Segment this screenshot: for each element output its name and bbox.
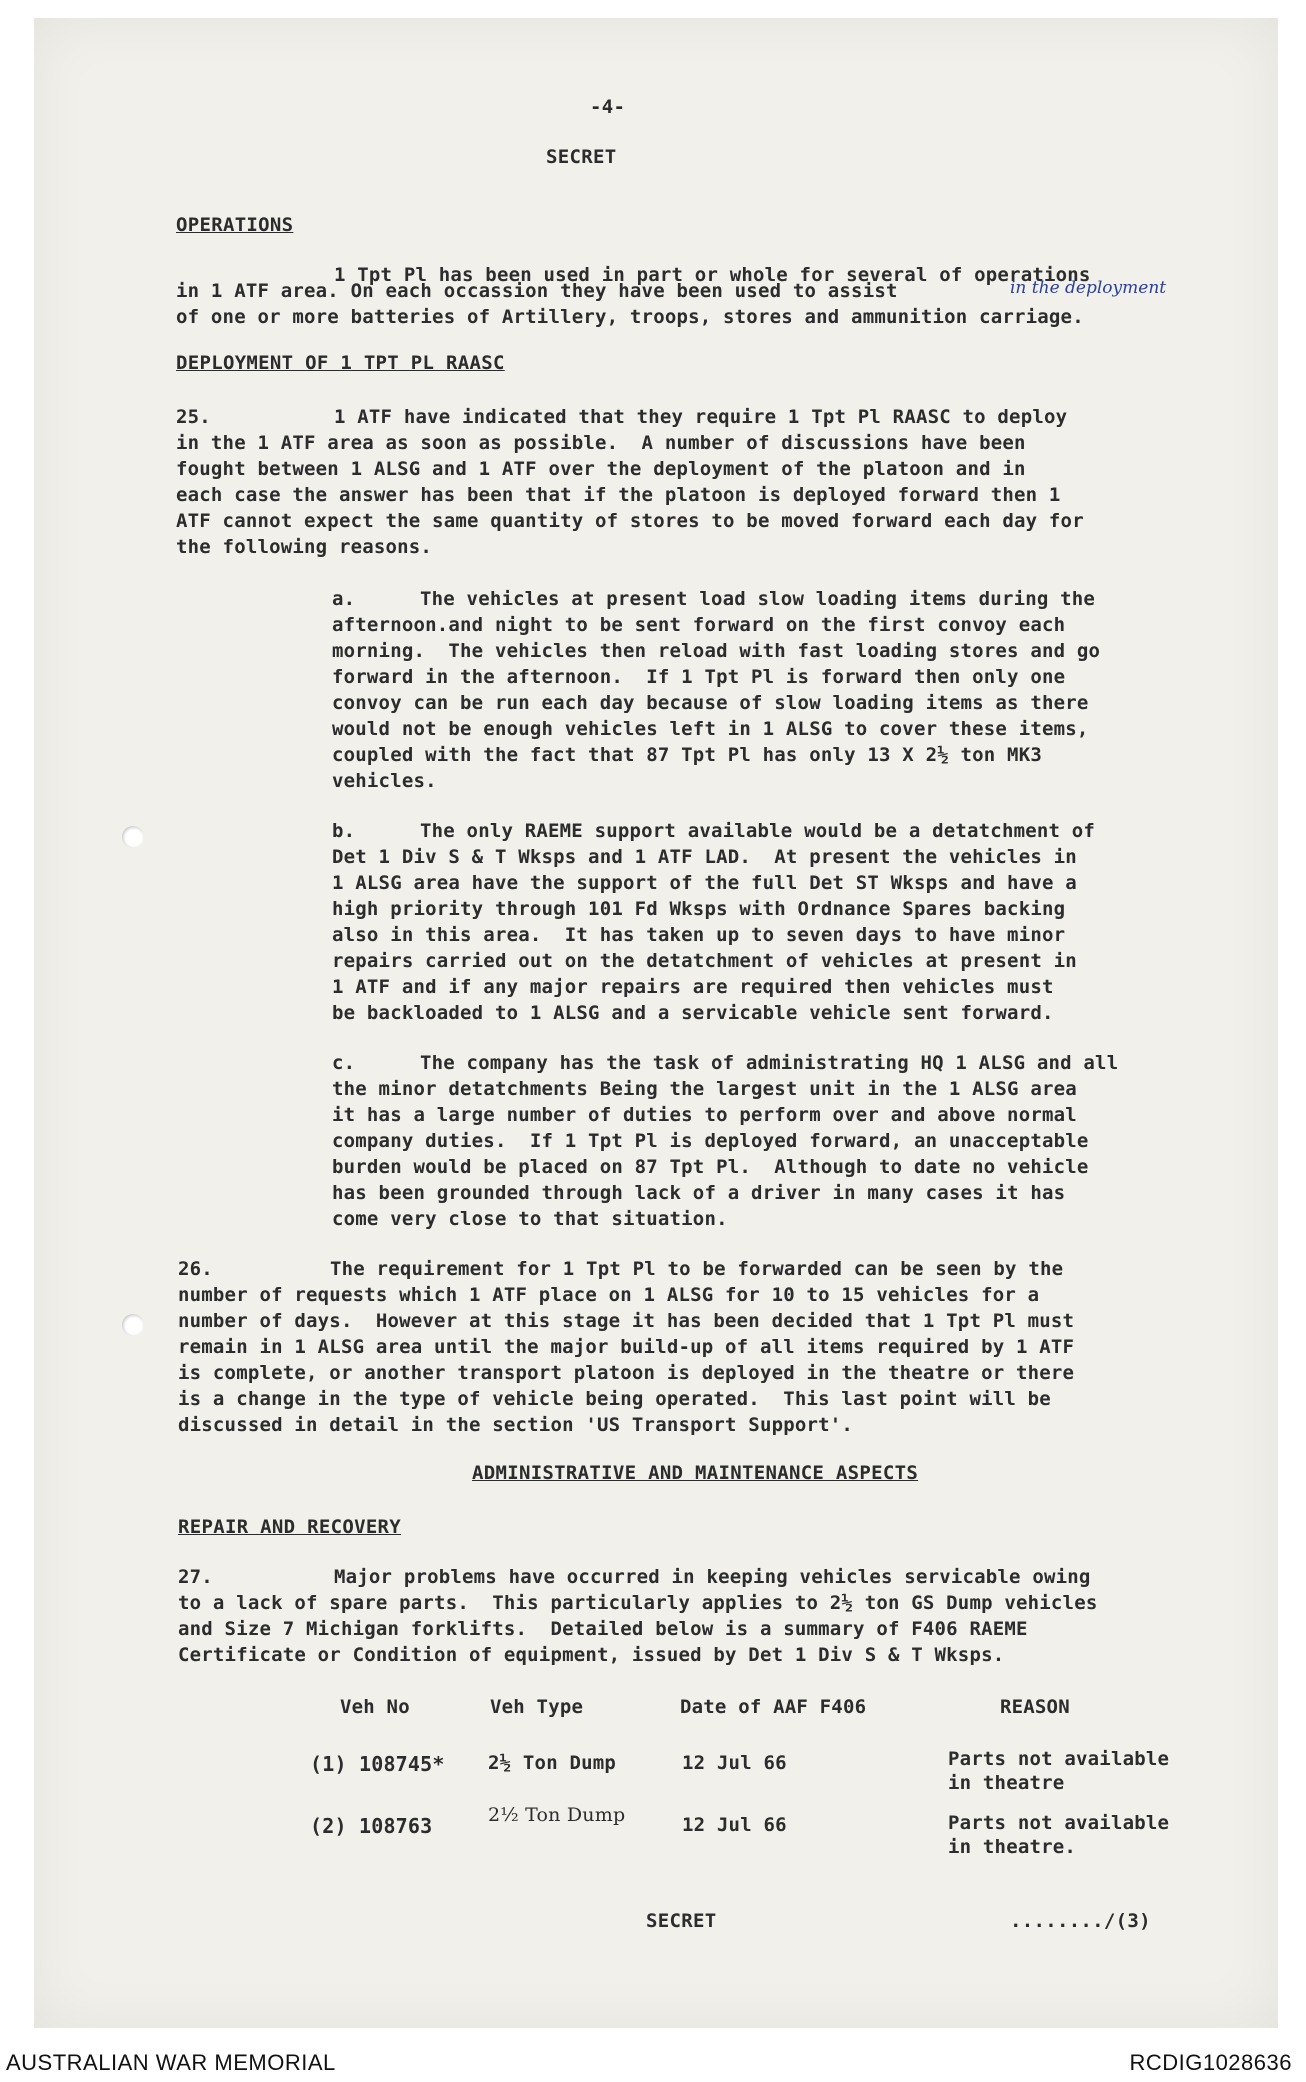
sub-item-line: also in this area. It has taken up to seven days to have minor [332, 924, 1066, 946]
sub-item-line: The vehicles at present load slow loading items during the [420, 588, 1096, 610]
paragraph-line: to a lack of spare parts. This particularly applies to 2½ ton GS Dump vehicles [178, 1592, 1098, 1614]
paragraph-line: discussed in detail in the section 'US Transport Support'. [178, 1414, 854, 1436]
paragraph-line: the following reasons. [176, 536, 433, 558]
sub-item-line: forward in the afternoon. If 1 Tpt Pl is forward then only one [332, 666, 1066, 688]
table-header-reason: REASON [1000, 1696, 1070, 1718]
sub-item-line: vehicles. [332, 770, 437, 792]
sub-item-line: coupled with the fact that 87 Tpt Pl has only 13 X 2½ ton MK3 [332, 744, 1042, 766]
sub-item-line: morning. The vehicles then reload with fast loading stores and go [332, 640, 1101, 662]
classification-bottom: SECRET [646, 1910, 717, 1932]
sub-item-line: 1 ATF and if any major repairs are required then vehicles must [332, 976, 1054, 998]
handwritten-insert: in the deployment [1010, 278, 1167, 298]
punch-hole [122, 1314, 144, 1336]
table-cell-veh-type: 2½ Ton Dump [488, 1752, 617, 1774]
paragraph-line: ATF cannot expect the same quantity of stores to be moved forward each day for [176, 510, 1084, 532]
paragraph-line: and Size 7 Michigan forklifts. Detailed below is a summary of F406 RAEME [178, 1618, 1028, 1640]
sub-item-line: 1 ALSG area have the support of the full Det ST Wksps and have a [332, 872, 1077, 894]
sub-item-line: come very close to that situation. [332, 1208, 728, 1230]
sub-item-line: would not be enough vehicles left in 1 ALSG to cover these items, [332, 718, 1089, 740]
classification-top: SECRET [546, 146, 617, 168]
sub-item-line: Det 1 Div S & T Wksps and 1 ATF LAD. At present the vehicles in [332, 846, 1077, 868]
table-cell-reason: in theatre. [948, 1836, 1077, 1858]
operations-line: 1 Tpt Pl has been used in part or whole for several of operations [334, 264, 1091, 286]
table-cell-veh-no: (1) 108745* [310, 1752, 445, 1776]
operations-line: in 1 ATF area. On each occassion they have been used to assist [176, 280, 898, 302]
table-cell-date: 12 Jul 66 [682, 1752, 787, 1774]
sub-item-line: The company has the task of administrating HQ 1 ALSG and all [420, 1052, 1119, 1074]
sub-item-line: afternoon.and night to be sent forward on the first convoy each [332, 614, 1066, 636]
sub-item-line: high priority through 101 Fd Wksps with Ordnance Spares backing [332, 898, 1066, 920]
sub-item-line: The only RAEME support available would be a detatchment of [420, 820, 1096, 842]
table-cell-reason: Parts not available [948, 1748, 1170, 1770]
paragraph-number: 27. [178, 1566, 213, 1588]
paragraph-number: 25. [176, 406, 211, 428]
table-header-date: Date of AAF F406 [680, 1696, 867, 1718]
paragraph-line: number of days. However at this stage it has been decided that 1 Tpt Pl must [178, 1310, 1075, 1332]
table-cell-reason: in theatre [948, 1772, 1065, 1794]
sub-item-line: be backloaded to 1 ALSG and a servicable vehicle sent forward. [332, 1002, 1054, 1024]
footer-record-id: RCDIG1028636 [1129, 2050, 1292, 2075]
sub-item-line: company duties. If 1 Tpt Pl is deployed forward, an unacceptable [332, 1130, 1089, 1152]
admin-heading: ADMINISTRATIVE AND MAINTENANCE ASPECTS [472, 1462, 919, 1484]
page-number: -4- [590, 96, 626, 118]
sub-item-label: b. [332, 820, 356, 842]
sub-item-line: convoy can be run each day because of slow loading items as there [332, 692, 1089, 714]
sub-item-label: c. [332, 1052, 356, 1074]
table-cell-veh-type: 2½ Ton Dump [488, 1804, 626, 1826]
sub-item-line: burden would be placed on 87 Tpt Pl. Although to date no vehicle [332, 1156, 1089, 1178]
paragraph-line: in the 1 ATF area as soon as possible. A number of discussions have been [176, 432, 1026, 454]
table-cell-reason: Parts not available [948, 1812, 1170, 1834]
footer-archive-name: AUSTRALIAN WAR MEMORIAL [6, 2050, 336, 2075]
paragraph-line: is complete, or another transport platoon is deployed in the theatre or there [178, 1362, 1075, 1384]
paragraph-line: remain in 1 ALSG area until the major build-up of all items required by 1 ATF [178, 1336, 1075, 1358]
repair-heading: REPAIR AND RECOVERY [178, 1516, 402, 1538]
continuation-marker: ......../(3) [1010, 1910, 1151, 1932]
sub-item-line: the minor detatchments Being the largest unit in the 1 ALSG area [332, 1078, 1077, 1100]
paragraph-line: Major problems have occurred in keeping vehicles servicable owing [334, 1566, 1091, 1588]
sub-item-line: repairs carried out on the detatchment of vehicles at present in [332, 950, 1077, 972]
sub-item-line: has been grounded through lack of a driver in many cases it has [332, 1182, 1066, 1204]
table-cell-veh-no: (2) 108763 [310, 1814, 433, 1838]
table-cell-date: 12 Jul 66 [682, 1814, 787, 1836]
paragraph-line: The requirement for 1 Tpt Pl to be forwarded can be seen by the [330, 1258, 1064, 1280]
paragraph-line: fought between 1 ALSG and 1 ATF over the deployment of the platoon and in [176, 458, 1026, 480]
sub-item-label: a. [332, 588, 356, 610]
punch-hole [122, 826, 144, 848]
paragraph-number: 26. [178, 1258, 213, 1280]
deployment-heading: DEPLOYMENT OF 1 TPT PL RAASC [176, 352, 505, 374]
sub-item-line: it has a large number of duties to perform over and above normal [332, 1104, 1077, 1126]
table-header-veh-type: Veh Type [490, 1696, 584, 1718]
operations-line: of one or more batteries of Artillery, troops, stores and ammunition carriage. [176, 306, 1084, 328]
operations-heading: OPERATIONS [176, 214, 294, 236]
table-header-veh-no: Veh No [340, 1696, 410, 1718]
paragraph-line: number of requests which 1 ATF place on 1 ALSG for 10 to 15 vehicles for a [178, 1284, 1040, 1306]
paragraph-line: is a change in the type of vehicle being operated. This last point will be [178, 1388, 1051, 1410]
paragraph-line: Certificate or Condition of equipment, issued by Det 1 Div S & T Wksps. [178, 1644, 1005, 1666]
paragraph-line: 1 ATF have indicated that they require 1 Tpt Pl RAASC to deploy [334, 406, 1068, 428]
paragraph-line: each case the answer has been that if the platoon is deployed forward then 1 [176, 484, 1061, 506]
